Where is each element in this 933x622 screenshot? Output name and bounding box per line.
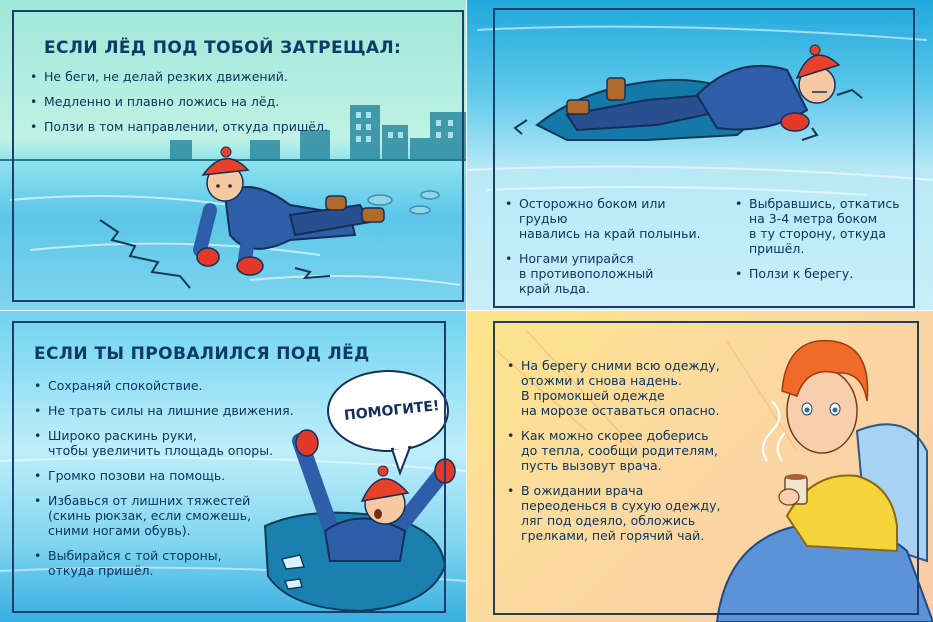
instructions-list bbox=[507, 358, 767, 553]
list-item: • Ногами упирайся в противоположный край льда. bbox=[505, 251, 705, 296]
list-item: • Громко позови на помощь. bbox=[34, 468, 304, 483]
panel-ice-cracking bbox=[0, 0, 466, 310]
panel-title: ЕСЛИ ТЫ ПРОВАЛИЛСЯ ПОД ЛЁД bbox=[34, 344, 370, 364]
list-item: • В ожидании врача переоденься в сухую одежду, ляг под одеяло, обложись грелками, пей горячий чай. bbox=[507, 483, 767, 543]
list-item: • Ползи в том направлении, откуда пришёл. bbox=[30, 119, 350, 134]
panel-after-rescue bbox=[467, 311, 933, 622]
list-item: • Ползи к берегу. bbox=[735, 266, 913, 281]
instructions-list bbox=[34, 378, 304, 588]
list-item: • Не беги, не делай резких движений. bbox=[30, 69, 350, 84]
panel-fell-through bbox=[0, 311, 466, 622]
instructions-list bbox=[30, 69, 350, 144]
list-item: • Не трать силы на лишние движения. bbox=[34, 403, 304, 418]
list-item: • Избавься от лишних тяжестей (скинь рюкзак, если сможешь, сними ногами обувь). bbox=[34, 493, 304, 538]
instructions-list-left bbox=[505, 196, 705, 306]
panel-title: ЕСЛИ ЛЁД ПОД ТОБОЙ ЗАТРЕЩАЛ: bbox=[44, 38, 402, 58]
panel-getting-out bbox=[467, 0, 933, 310]
list-item: • Широко раскинь руки, чтобы увеличить площадь опоры. bbox=[34, 428, 304, 458]
list-item: • Осторожно боком или грудью навались на край полыньи. bbox=[505, 196, 705, 241]
speech-bubble-text: ПОМОГИТЕ! bbox=[343, 398, 441, 424]
list-item: • Выбравшись, откатись на 3-4 метра боком в ту сторону, откуда пришёл. bbox=[735, 196, 913, 256]
list-item: • Сохраняй спокойствие. bbox=[34, 378, 304, 393]
instructions-list-right bbox=[735, 196, 913, 291]
list-item: • Выбирайся с той стороны, откуда пришёл. bbox=[34, 548, 304, 578]
list-item: • Как можно скорее доберись до тепла, сообщи родителям, пусть вызовут врача. bbox=[507, 428, 767, 473]
list-item: • На берегу сними всю одежду, отожми и снова надень. В промокшей одежде на морозе оставаться опасно. bbox=[507, 358, 767, 418]
list-item: • Медленно и плавно ложись на лёд. bbox=[30, 94, 350, 109]
